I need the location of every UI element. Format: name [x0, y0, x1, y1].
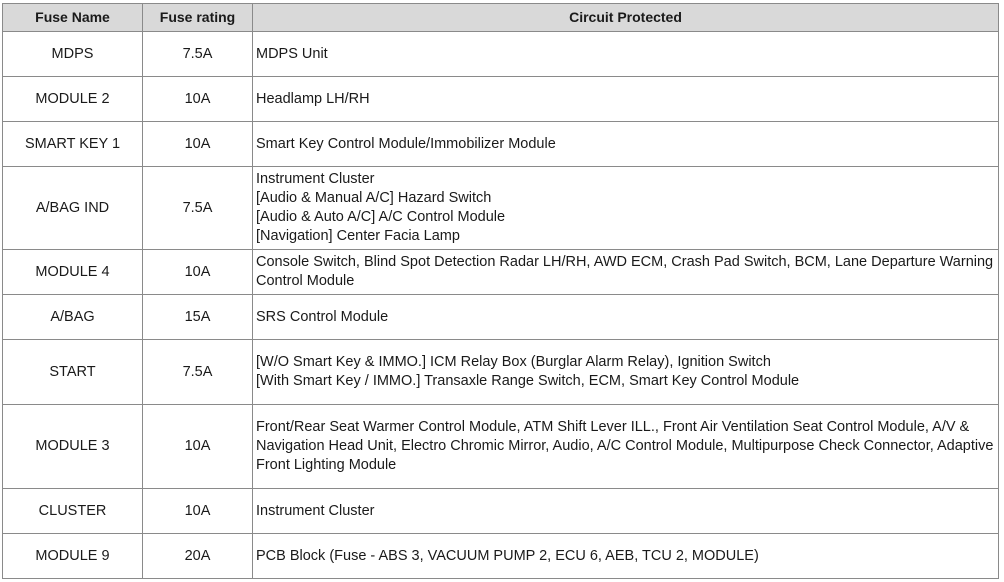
- circuit-cell: [253, 534, 999, 579]
- circuit-line: SRS Control Module: [256, 308, 389, 325]
- circuit-line: MDPS Unit: [256, 45, 328, 62]
- circuit-line: Console Switch, Blind Spot Detection Radar LH/RH, AWD ECM, Crash Pad Switch, BCM, Lane Departure Warning Control Module: [256, 254, 994, 289]
- table-row: [3, 167, 999, 250]
- circuit-line: [Navigation] Center Facia Lamp: [256, 228, 460, 244]
- circuit-cell: [253, 250, 999, 295]
- fuse-name-cell: MODULE 2: [3, 77, 143, 122]
- circuit-cell: [253, 32, 999, 77]
- fuse-name-cell: SMART KEY 1: [3, 122, 143, 167]
- header-circuit-protected: Circuit Protected: [253, 4, 999, 32]
- circuit-line: [Audio & Auto A/C] A/C Control Module: [256, 209, 506, 225]
- table-header: [3, 4, 999, 32]
- fuse-rating-cell: 20A: [143, 534, 253, 579]
- circuit-cell: [253, 167, 999, 250]
- circuit-cell: [253, 340, 999, 405]
- fuse-name-cell: A/BAG: [3, 295, 143, 340]
- circuit-cell: [253, 77, 999, 122]
- table-row: [3, 405, 999, 489]
- circuit-line: Instrument Cluster: [256, 171, 375, 187]
- fuse-rating-cell: 15A: [143, 295, 253, 340]
- fuse-rating-cell: 10A: [143, 122, 253, 167]
- fuse-rating-cell: 10A: [143, 489, 253, 534]
- fuse-rating-cell: 10A: [143, 250, 253, 295]
- fuse-name-cell: MODULE 9: [3, 534, 143, 579]
- fuse-rating-cell: 7.5A: [143, 32, 253, 77]
- fuse-name-cell: MODULE 3: [3, 405, 143, 489]
- circuit-line: [W/O Smart Key & IMMO.] ICM Relay Box (Burglar Alarm Relay), Ignition Switch: [256, 354, 771, 370]
- circuit-cell: [253, 295, 999, 340]
- fuse-name-cell: CLUSTER: [3, 489, 143, 534]
- table-row: [3, 295, 999, 340]
- circuit-line: [With Smart Key / IMMO.] Transaxle Range Switch, ECM, Smart Key Control Module: [256, 373, 800, 389]
- circuit-cell: [253, 405, 999, 489]
- table-row: [3, 122, 999, 167]
- table-row: [3, 489, 999, 534]
- fuse-rating-cell: 10A: [143, 405, 253, 489]
- circuit-cell: [253, 489, 999, 534]
- fuse-name-cell: MODULE 4: [3, 250, 143, 295]
- fuse-rating-cell: 10A: [143, 77, 253, 122]
- circuit-line: Front/Rear Seat Warmer Control Module, ATM Shift Lever ILL., Front Air Ventilation Seat Control Module, A/V & Navigation Head Unit, Electro Chromic Mirror, Audio, A/C Control Module, Multipurpose Check Connector, Adaptive Front Lighting Module: [256, 419, 994, 473]
- header-row: [3, 4, 999, 32]
- table-row: [3, 77, 999, 122]
- table-row: [3, 32, 999, 77]
- header-fuse-name: Fuse Name: [3, 4, 143, 32]
- fuse-rating-cell: 7.5A: [143, 340, 253, 405]
- table-row: [3, 340, 999, 405]
- circuit-line: Instrument Cluster: [256, 502, 375, 519]
- table-row: [3, 250, 999, 295]
- circuit-line: Smart Key Control Module/Immobilizer Module: [256, 135, 556, 152]
- circuit-line: [Audio & Manual A/C] Hazard Switch: [256, 190, 492, 206]
- fuse-rating-cell: 7.5A: [143, 167, 253, 250]
- fuse-name-cell: A/BAG IND: [3, 167, 143, 250]
- circuit-line: PCB Block (Fuse - ABS 3, VACUUM PUMP 2, ECU 6, AEB, TCU 2, MODULE): [256, 547, 759, 564]
- circuit-line: Headlamp LH/RH: [256, 90, 370, 107]
- circuit-cell: [253, 122, 999, 167]
- fuse-name-cell: MDPS: [3, 32, 143, 77]
- table-row: [3, 534, 999, 579]
- fuse-table: [2, 3, 999, 579]
- fuse-name-cell: START: [3, 340, 143, 405]
- table-body: [3, 32, 999, 579]
- header-fuse-rating: Fuse rating: [143, 4, 253, 32]
